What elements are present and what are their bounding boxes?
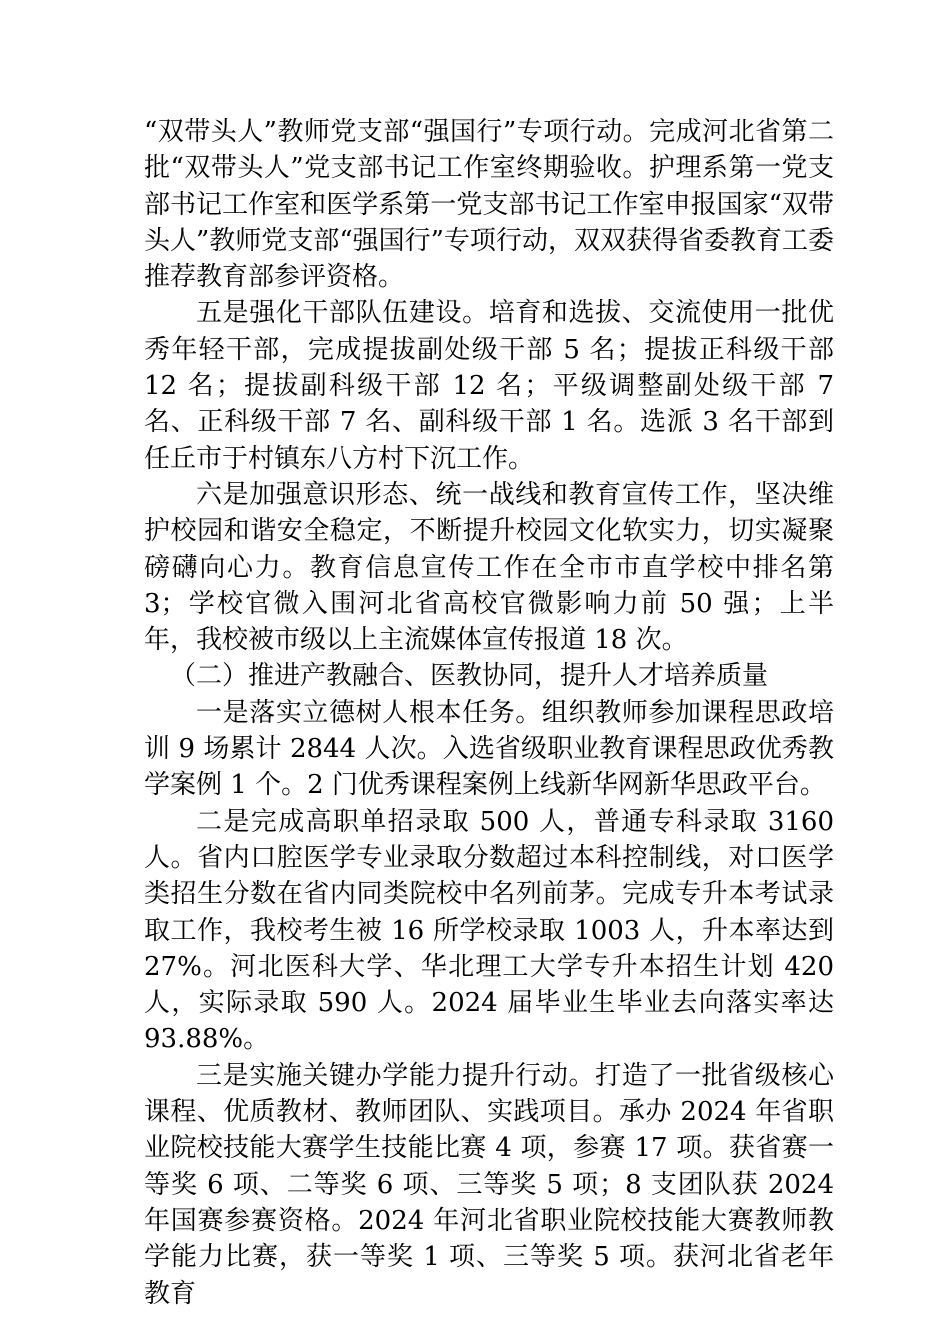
paragraph-capability-upgrade: 三是实施关键办学能力提升行动。打造了一批省级核心课程、优质教材、教师团队、实践项目。承办 2024 年省职业院校技能大赛学生技能比赛 4 项，参赛 17 项。获省赛一等奖 6 项、二等奖 6 项、三等奖 5 项；8 支团队获 2024 年国赛参赛资格。2024 年河北省职业院校技能大赛教师教学能力比赛，获一等奖 1 项、三等奖 5 项。获河北省老年教育 [144,1060,834,1309]
paragraph-cadre-building: 五是强化干部队伍建设。培育和选拔、交流使用一批优秀年轻干部，完成提拔副处级干部 5 名；提拔正科级干部 12 名；提拔副科级干部 12 名；平级调整副处级干部 7 名、正科级干部 7 名、副科级干部 1 名。选派 3 名干部到任丘市于村镇东八方村下沉工作。 [144,298,834,474]
paragraph-continuation: “双带头人”教师党支部“强国行”专项行动。完成河北省第二批“双带头人”党支部书记工作室终期验收。护理系第一党支部书记工作室和医学系第一党支部书记工作室申报国家“双带头人”教师党支部“强国行”专项行动，双双获得省委教育工委推荐教育部参评资格。 [144,117,834,293]
section-heading: （二）推进产教融合、医教协同，提升人才培养质量 [170,661,769,692]
paragraph-enrollment: 二是完成高职单招录取 500 人，普通专科录取 3160 人。省内口腔医学专业录取分数超过本科控制线，对口医学类招生分数在省内同类院校中名列前茅。完成专升本考试录取工作，我校考生被 16 所学校录取 1003 人，升本率达到 27%。河北医科大学、华北理工大学专升本招生计划 420 人，实际录取 590 人。2024 届毕业生毕业去向落实率达 93.88%。 [144,806,834,1055]
document-body [144,114,834,1312]
paragraph-moral-education: 一是落实立德树人根本任务。组织教师参加课程思政培训 9 场累计 2844 人次。入选省级职业教育课程思政优秀教学案例 1 个。2 门优秀课程案例上线新华网新华思政平台。 [144,697,834,801]
paragraph-ideology-publicity: 六是加强意识形态、统一战线和教育宣传工作，坚决维护校园和谐安全稳定，不断提升校园文化软实力，切实凝聚磅礴向心力。教育信息宣传工作在全市市直学校中排名第 3；学校官微入围河北省高校官微影响力前 50 强；上半年，我校被市级以上主流媒体宣传报道 18 次。 [144,479,834,656]
